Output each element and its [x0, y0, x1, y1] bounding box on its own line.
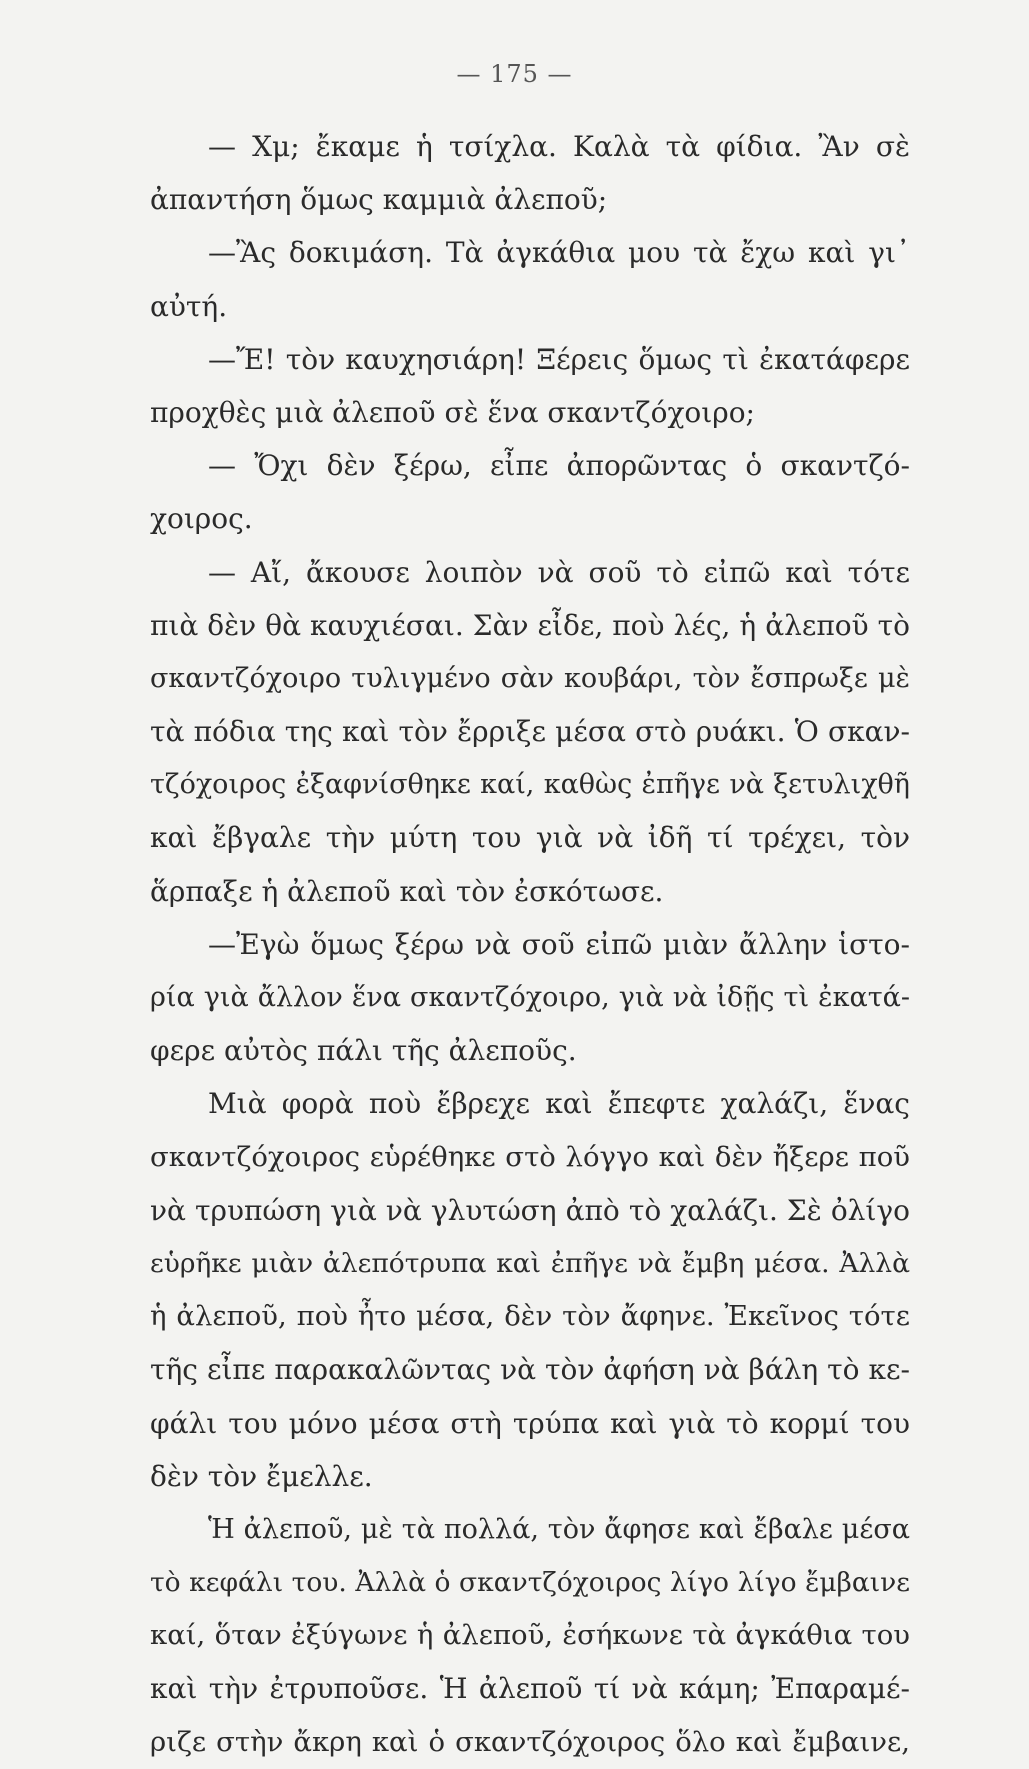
text-line: χοιρος.: [150, 502, 253, 536]
text-line: — Ὄχι δὲν ξέρω, εἶπε ἀπορῶντας ὁ σκαντζό-: [208, 449, 910, 483]
text-line: — Χμ; ἔκαμε ἡ τσίχλα. Καλὰ τὰ φίδια. Ἂν σὲ: [208, 130, 910, 163]
text-line: φερε αὐτὸς πάλι τῆς ἀλεποῦς.: [150, 1034, 577, 1068]
text-line: ριζε στὴν ἄκρη καὶ ὁ σκαντζόχοιρος ὅλο καὶ ἔμβαινε,: [150, 1725, 910, 1758]
text-line: ἀπαντήση ὅμως καμμιὰ ἀλεποῦ;: [150, 183, 608, 217]
text-line: —Ἐγὼ ὅμως ξέρω νὰ σοῦ εἰπῶ μιὰν ἄλλην ἱστο-: [208, 927, 910, 961]
text-line: τζόχοιρος ἐξαφνίσθηκε καί, καθὼς ἐπῆγε νὰ ξετυλιχθῆ: [150, 769, 910, 801]
text-line: —Ἂς δοκιμάση. Τὰ ἀγκάθια μου τὰ ἔχω καὶ γι᾿: [208, 236, 910, 270]
text-line: καὶ ἔβγαλε τὴν μύτη του γιὰ νὰ ἰδῆ τί τρέχει, τὸν: [150, 821, 910, 855]
text-line: αὐτή.: [150, 289, 228, 323]
text-line: τὰ πόδια της καὶ τὸν ἔρριξε μέσα στὸ ρυάκι. Ὁ σκαν-: [150, 715, 910, 749]
text-line: τὸ κεφάλι του. Ἀλλὰ ὁ σκαντζόχοιρος λίγο λίγο ἔμβαινε: [150, 1567, 910, 1599]
text-line: σκαντζόχοιρος εὑρέθηκε στὸ λόγγο καὶ δὲν ἤξερε ποῦ: [150, 1140, 910, 1173]
text-line: προχθὲς μιὰ ἀλεποῦ σὲ ἕνα σκαντζόχοιρο;: [150, 395, 755, 429]
text-line: εὑρῆκε μιὰν ἀλεπότρυπα καὶ ἐπῆγε νὰ ἔμβη μέσα. Ἀλλὰ: [150, 1247, 910, 1279]
text-line: καὶ τὴν ἐτρυποῦσε. Ἡ ἀλεποῦ τί νὰ κάμη; Ἐπαραμέ-: [150, 1672, 910, 1706]
text-line: φάλι του μόνο μέσα στὴ τρύπα καὶ γιὰ τὸ κορμί του: [150, 1406, 910, 1440]
text-line: Ἡ ἀλεποῦ, μὲ τὰ πολλά, τὸν ἄφησε καὶ ἔβαλε μέσα: [208, 1513, 910, 1545]
text-line: —Ἔ! τὸν καυχησιάρη! Ξέρεις ὅμως τὶ ἐκατάφερε: [208, 342, 910, 376]
text-line: σκαντζόχοιρο τυλιγμένο σὰν κουβάρι, τὸν ἔσπρωξε μὲ: [150, 662, 910, 694]
text-block: [150, 120, 910, 1769]
page-number: — 175 —: [456, 60, 573, 88]
text-line: ἅρπαξε ἡ ἀλεποῦ καὶ τὸν ἐσκότωσε.: [150, 874, 664, 908]
text-line: τῆς εἶπε παρακαλῶντας νὰ τὸν ἀφήση νὰ βάλη τὸ κε-: [150, 1353, 910, 1387]
text-line: — Αἴ, ἄκουσε λοιπὸν νὰ σοῦ τὸ εἰπῶ καὶ τότε: [208, 555, 910, 589]
text-line: καί, ὅταν ἐξύγωνε ἡ ἀλεποῦ, ἐσήκωνε τὰ ἀγκάθια του: [150, 1619, 910, 1652]
text-line: δὲν τὸν ἔμελλε.: [150, 1459, 373, 1493]
text-line: Μιὰ φορὰ ποὺ ἔβρεχε καὶ ἔπεφτε χαλάζι, ἕνας: [208, 1087, 910, 1121]
text-line: ρία γιὰ ἄλλον ἕνα σκαντζόχοιρο, γιὰ νὰ ἰδῇς τὶ ἐκατά-: [150, 982, 910, 1013]
text-line: ἡ ἀλεποῦ, ποὺ ἦτο μέσα, δὲν τὸν ἄφηνε. Ἐκεῖνος τότε: [150, 1300, 910, 1333]
text-line: πιὰ δὲν θὰ καυχιέσαι. Σὰν εἶδε, ποὺ λές, ἡ ἀλεποῦ τὸ: [150, 608, 910, 642]
text-line: νὰ τρυπώση γιὰ νὰ γλυτώση ἀπὸ τὸ χαλάζι. Σὲ ὀλίγο: [150, 1193, 910, 1227]
